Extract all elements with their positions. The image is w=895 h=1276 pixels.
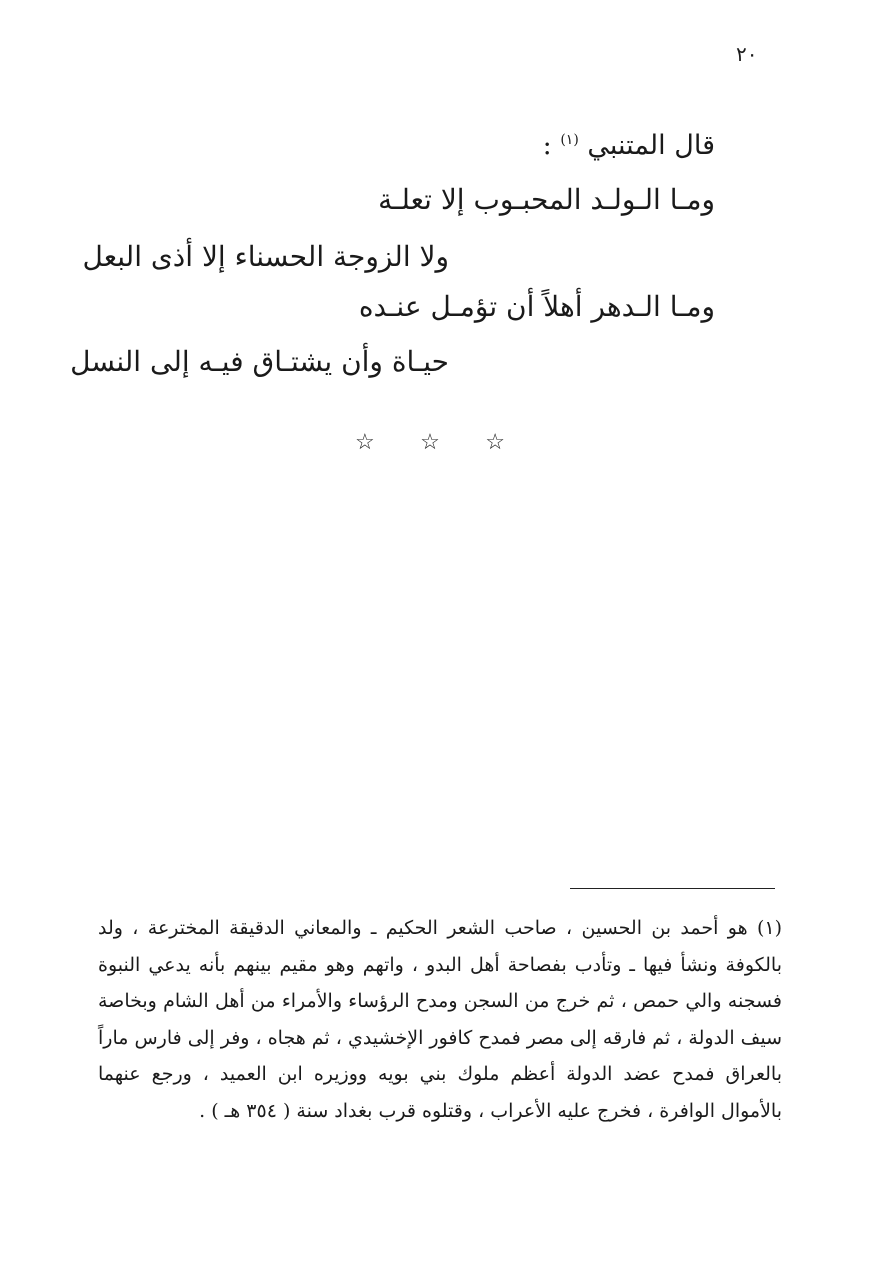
poem-line-4: حيـاة وأن يشتـاق فيـه إلى النسل — [70, 345, 449, 378]
footnote-text: (١) هو أحمد بن الحسين ، صاحب الشعر الحكيم ـ والمعاني الدقيقة المخترعة ، ولد بالكوفة ونشأ فيها ـ وتأدب بفصاحة أهل البدو ، واتهم وهو مقيم بينهم بأنه يدعي النبوة فسجنه والي حمص ، ثم خرج من السجن ومدح الرؤساء والأمراء من أهل الشام وبخاصة سيف الدولة ، ثم فارقه إلى مصر فمدح كافور الإخشيدي ، ثم هجاه ، وفر إلى فارس ماراً بالعراق فمدح عضد الدولة أعظم ملوك بني بويه ووزيره ابن العميد ، ورجع عنهما بالأموال الوافرة ، فخرج عليه الأعراب ، وقتلوه قرب بغداد سنة ( ٣٥٤ هـ ) . — [98, 917, 782, 1122]
poem-line-3: ومـا الـدهر أهلاً أن تؤمـل عنـده — [358, 290, 715, 323]
footnote — [98, 910, 782, 1129]
page-number: ٢٠ — [736, 42, 758, 66]
footnote-reference: (١) — [560, 132, 579, 148]
poem-intro-text: قال المتنبي — [587, 130, 715, 161]
star-outline-icon: ☆ — [485, 430, 505, 455]
section-separator — [355, 432, 505, 454]
star-outline-icon: ☆ — [420, 430, 440, 455]
footnote-divider — [570, 888, 775, 889]
star-outline-icon: ☆ — [355, 430, 375, 455]
poem-line-2: ولا الزوجة الحسناء إلا أذى البعل — [82, 240, 449, 273]
poem-line-1: ومـا الـولـد المحبـوب إلا تعلـة — [378, 183, 715, 216]
poem-intro-colon: : — [542, 130, 552, 161]
poem-intro — [543, 130, 715, 161]
